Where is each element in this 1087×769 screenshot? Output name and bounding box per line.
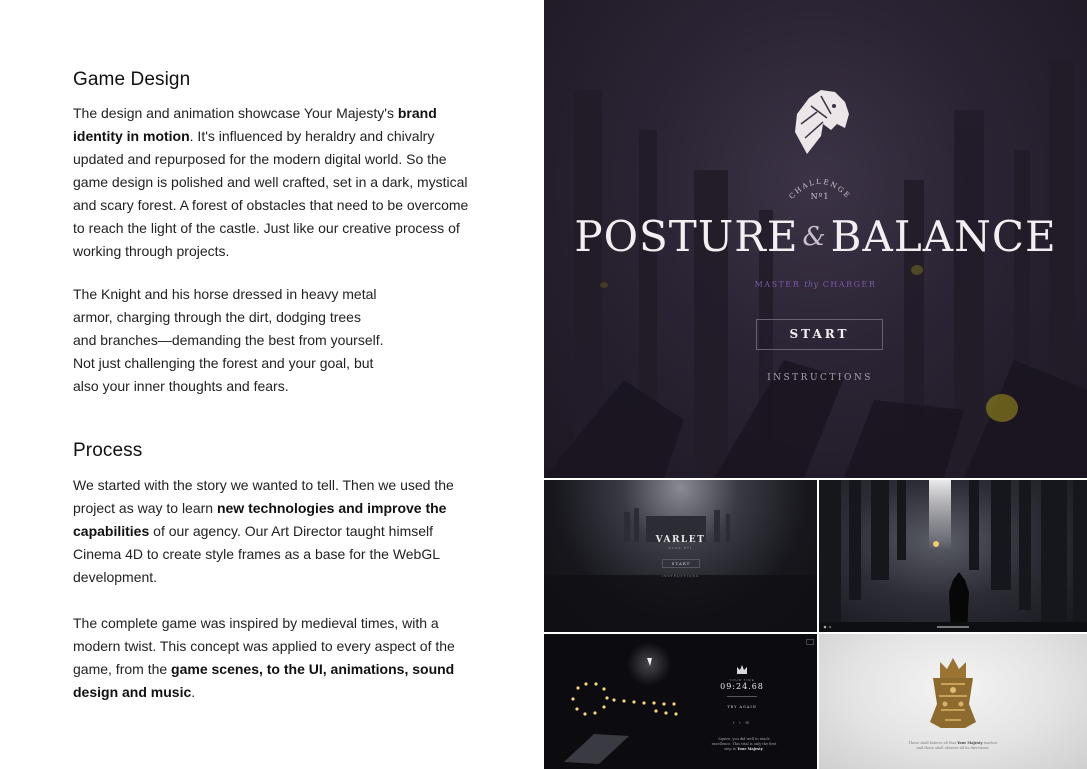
close-icon[interactable] (806, 639, 814, 645)
paragraph-process-1: We started with the story we wanted to tell. Then we used the project as way to learn new technologies and improve the capabilities of our agency. Our Art Director taught himself Cinema 4D to create style frames as a base for the WebGL development. (73, 477, 454, 585)
emphasis-new-technologies: new technologies and improve the capabilities (73, 500, 447, 539)
crown-emblem-icon (735, 662, 749, 676)
emphasis-brand-identity: brand identity in motion (73, 105, 437, 144)
divider (727, 696, 757, 697)
castle-silhouette (544, 480, 817, 632)
challenge-arc-label (780, 170, 860, 210)
horse-head-logo-icon (787, 84, 857, 156)
thumbnail-varlet-screen (544, 480, 817, 632)
finish-time: 09:24.68 (720, 682, 764, 691)
emphasis-game-scenes: game scenes, to the UI, animations, sound design and music (73, 661, 455, 700)
paragraph-process-2: The complete game was inspired by medieval times, with a modern twist. This concept was applied to every aspect of the game, from the game scenes, to the UI, animations, sound design and music. (73, 615, 455, 700)
varlet-rank: RANK Nº1 (668, 546, 693, 550)
paragraph-game-design-1: The design and animation showcase Your Majesty's brand identity in motion. It's influenced by heraldry and chivalry updated and repurposed for the modern digital world. So the game design is polished and well crafted, set in a dark, mystical and scary forest. A forest of obstacles that need to be overcome to reach the light of the castle. Just like our creative process of working through projects. (73, 105, 469, 259)
start-button[interactable]: START (756, 319, 883, 350)
thumbnail-forest-ride (819, 480, 1087, 632)
instructions-link[interactable]: INSTRUCTIONS (767, 373, 873, 383)
share-icons[interactable]: f t ✉ (733, 720, 751, 725)
challenge-number: Nº1 (810, 192, 830, 201)
heading-process: Process (73, 440, 143, 461)
forest-trees (819, 480, 1087, 632)
paragraph-game-design-2: The Knight and his horse dressed in heavy metal armor, charging through the dirt, dodging trees and branches—demanding the best from yourself. Not just challenging the forest and your goal, but also your inner thoughts and fears. (73, 286, 384, 394)
your-time-label: YOUR TIME (729, 678, 755, 682)
svg-text:CHALLENGE: CHALLENGE (787, 177, 853, 201)
varlet-instructions-link[interactable]: INSTRUCTIONS (661, 574, 700, 578)
hero-title-screen (544, 0, 1087, 478)
thumbnail-crown-ending (819, 634, 1087, 769)
varlet-start-button[interactable]: START (662, 559, 700, 568)
thumbnail-key-result (544, 634, 817, 769)
game-subtitle: MASTER thy CHARGER (754, 280, 877, 289)
try-again-button[interactable]: TRY AGAIN (727, 705, 757, 709)
key-scene-caption: Squire, you did well to reach excellence. This trial is only the first step to Your Majesty. (711, 737, 777, 751)
varlet-title: VARLET (655, 535, 706, 545)
crown-scene-caption: Those shall believe all that Your Majesty teaches and those shall observe all its directions. (908, 741, 998, 750)
heading-game-design: Game Design (73, 69, 191, 90)
game-title: POSTURE &BALANCE (574, 212, 1057, 261)
